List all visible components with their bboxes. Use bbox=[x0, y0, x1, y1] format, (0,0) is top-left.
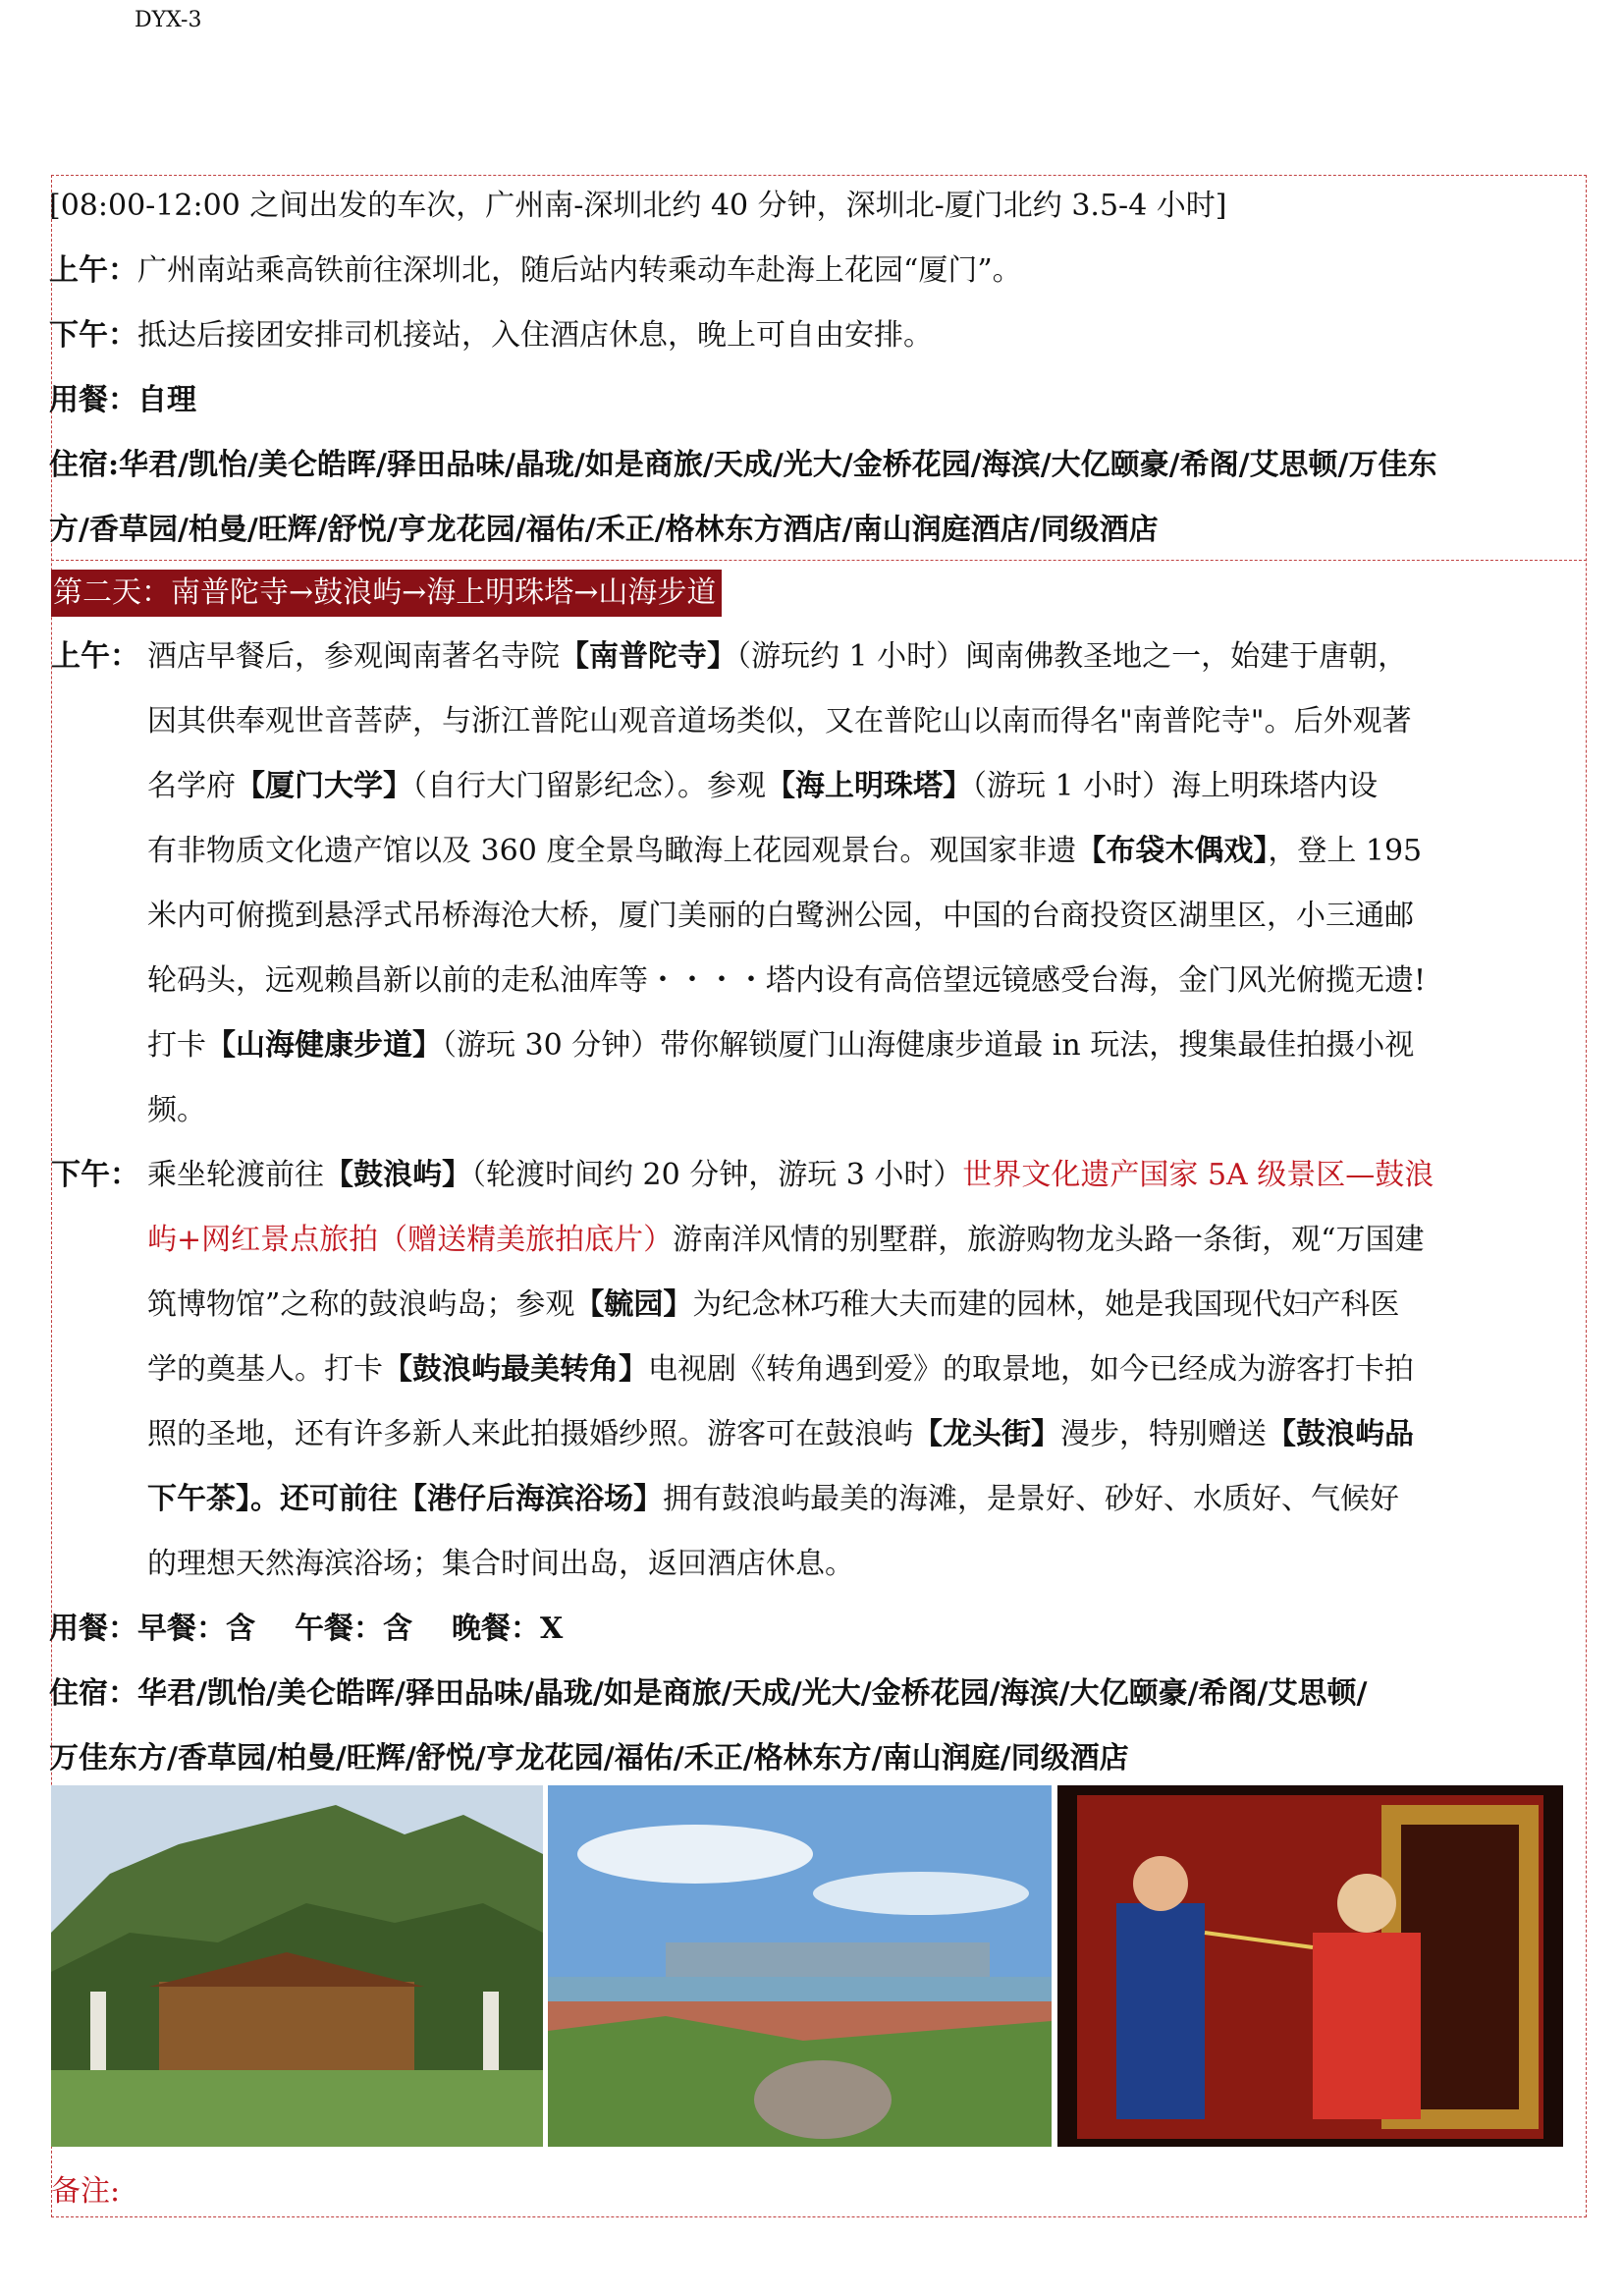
paragraph-line bbox=[147, 1078, 1581, 1143]
morning-description bbox=[147, 625, 1581, 1143]
paragraph-line bbox=[147, 949, 1581, 1013]
hotel-list: 华君/凯怡/美仑皓晖/驿田品味/晶珑/如是商旅/天成/光大/金桥花园/海滨/大亿颐豪/希阁/艾思顿/万佳东 bbox=[119, 448, 1437, 482]
text-segment: 筑博物馆”之称的鼓浪屿岛；参观 bbox=[147, 1287, 575, 1322]
hotel-list: 华君/凯怡/美仑皓晖/驿田品味/晶珑/如是商旅/天成/光大/金桥花园/海滨/大亿颐豪/希阁/艾思顿/ bbox=[137, 1676, 1368, 1711]
paragraph-line bbox=[147, 625, 1581, 689]
text-segment: 学的奠基人。打卡 bbox=[147, 1352, 383, 1387]
paragraph-line bbox=[147, 1402, 1581, 1467]
text-segment: 【海上明珠塔】 bbox=[766, 769, 972, 803]
paragraph-line bbox=[147, 1467, 1581, 1532]
hotel-label: 住宿： bbox=[49, 1676, 137, 1711]
paragraph-line bbox=[147, 1273, 1581, 1338]
text-segment: 【鼓浪屿最美转角】 bbox=[383, 1352, 648, 1387]
afternoon-description bbox=[147, 1143, 1581, 1597]
text-segment: 下午茶】。 bbox=[147, 1482, 280, 1516]
meal-lunch: 午餐：含 bbox=[295, 1612, 412, 1646]
day1-hotel-line1 bbox=[49, 433, 1581, 498]
text-segment: （游玩 30 分钟）带你解锁厦门山海健康步道最 in 玩法，搜集最佳拍摄小视 bbox=[442, 1028, 1415, 1063]
day2-hotel-line2: 万佳东方/香草园/柏曼/旺辉/舒悦/亨龙花园/福佑/禾正/格林东方/南山润庭/同级酒店 bbox=[49, 1741, 1129, 1776]
text-segment: 漫步，特别赠送 bbox=[1060, 1417, 1267, 1451]
text-segment: 【山海健康步道】 bbox=[206, 1028, 442, 1063]
remark-label: 备注: bbox=[51, 2174, 121, 2209]
meal-breakfast: 早餐：含 bbox=[137, 1612, 255, 1646]
meal-text: 自理 bbox=[137, 383, 196, 417]
paragraph-line bbox=[147, 1013, 1581, 1078]
day1-morning bbox=[49, 239, 1581, 303]
text-segment: 名学府 bbox=[147, 769, 236, 803]
day1-meals bbox=[49, 368, 1581, 433]
day1-afternoon bbox=[49, 303, 1581, 368]
paragraph-line bbox=[147, 1143, 1581, 1208]
text-segment: 电视剧《转角遇到爱》的取景地，如今已经成为游客打卡拍 bbox=[648, 1352, 1414, 1387]
train-schedule-note: [08:00-12:00 之间出发的车次，广州南-深圳北约 40 分钟，深圳北-厦门北约 3.5-4 小时] bbox=[49, 189, 1227, 223]
text-segment: （游玩 1 小时）海上明珠塔内设 bbox=[972, 769, 1379, 803]
meal-label: 用餐： bbox=[49, 383, 137, 417]
day2-hotel-line1 bbox=[49, 1662, 1581, 1726]
text-segment: 【鼓浪屿】 bbox=[324, 1158, 471, 1192]
text-segment: 乘坐轮渡前往 bbox=[147, 1158, 324, 1192]
text-segment: 酒店早餐后，参观闽南著名寺院 bbox=[147, 639, 560, 674]
day2-meals bbox=[49, 1597, 1581, 1662]
text-segment: 【南普陀寺】 bbox=[560, 639, 736, 674]
document-code: DYX-3 bbox=[135, 8, 202, 32]
afternoon-label: 下午： bbox=[51, 1158, 139, 1192]
text-segment: 米内可俯揽到悬浮式吊桥海沧大桥，厦门美丽的白鹭洲公园，中国的台商投资区湖里区，小三通邮 bbox=[147, 899, 1414, 933]
puppet-show-photo bbox=[1057, 1785, 1563, 2147]
text-segment: 【厦门大学】 bbox=[236, 769, 412, 803]
text-segment: 的理想天然海滨浴场；集合时间出岛，返回酒店休息。 bbox=[147, 1547, 854, 1581]
paragraph-line bbox=[147, 689, 1581, 754]
day1-hotel-line2: 方/香草园/柏曼/旺辉/舒悦/亨龙花园/福佑/禾正/格林东方酒店/南山润庭酒店/同级酒店 bbox=[49, 513, 1159, 547]
text-segment: 打卡 bbox=[147, 1028, 206, 1063]
text-segment: ，登上 195 bbox=[1268, 834, 1423, 868]
paragraph-line bbox=[147, 819, 1581, 884]
afternoon-label: 下午： bbox=[49, 318, 137, 353]
text-segment: 拥有鼓浪屿最美的海滩，是景好、砂好、水质好、气候好 bbox=[663, 1482, 1399, 1516]
text-segment: 照的圣地，还有许多新人来此拍摄婚纱照。游客可在鼓浪屿 bbox=[147, 1417, 913, 1451]
text-segment: 有非物质文化遗产馆以及 360 度全景鸟瞰海上花园观景台。观国家非遗 bbox=[147, 834, 1077, 868]
paragraph-line bbox=[147, 1208, 1581, 1273]
meal-label: 用餐： bbox=[49, 1612, 137, 1646]
temple-photo bbox=[51, 1785, 543, 2147]
meal-dinner: 晚餐：X bbox=[452, 1612, 564, 1646]
text-segment: 【毓园】 bbox=[574, 1287, 693, 1322]
text-segment: 世界文化遗产国家 5A 级景区—鼓浪 bbox=[962, 1158, 1434, 1192]
paragraph-line bbox=[147, 1338, 1581, 1402]
text-segment: 游南洋风情的别墅群，旅游购物龙头路一条街，观“万国建 bbox=[673, 1223, 1425, 1257]
text-segment: （游玩约 1 小时）闽南佛教圣地之一，始建于唐朝， bbox=[736, 639, 1408, 674]
text-segment: 【龙头街】 bbox=[913, 1417, 1060, 1451]
text-segment: 【布袋木偶戏】 bbox=[1076, 834, 1269, 868]
text-segment: （轮渡时间约 20 分钟，游玩 3 小时） bbox=[471, 1158, 963, 1192]
text-segment: 还可前往 bbox=[280, 1482, 398, 1516]
text-segment: 【鼓浪屿品 bbox=[1267, 1417, 1414, 1451]
text-segment: 【港仔后海滨浴场】 bbox=[398, 1482, 663, 1516]
text-segment: 轮码头，远观赖昌新以前的走私油库等・・・・塔内设有高倍望远镜感受台海，金门风光俯揽无遗! bbox=[147, 963, 1427, 998]
text-segment: 因其供奉观世音菩萨，与浙江普陀山观音道场类似，又在普陀山以南而得名"南普陀寺"。后外观著 bbox=[147, 704, 1412, 738]
morning-text: 广州南站乘高铁前往深圳北，随后站内转乘动车赴海上花园“厦门”。 bbox=[137, 253, 1022, 288]
paragraph-line bbox=[147, 884, 1581, 949]
text-segment: 为纪念林巧稚大夫而建的园林，她是我国现代妇产科医 bbox=[692, 1287, 1400, 1322]
morning-label: 上午： bbox=[49, 253, 137, 288]
morning-label: 上午： bbox=[51, 639, 139, 674]
text-segment: 屿+网红景点旅拍（赠送精美旅拍底片） bbox=[147, 1223, 674, 1257]
paragraph-line bbox=[147, 1532, 1581, 1597]
paragraph-line bbox=[147, 754, 1581, 819]
hotel-label: 住宿: bbox=[49, 448, 120, 482]
afternoon-text: 抵达后接团安排司机接站，入住酒店休息，晚上可自由安排。 bbox=[137, 318, 933, 353]
text-segment: 频。 bbox=[147, 1093, 206, 1127]
text-segment: （自行大门留影纪念）。参观 bbox=[412, 769, 766, 803]
day2-title: 第二天：南普陀寺→鼓浪屿→海上明珠塔→山海步道 bbox=[51, 570, 722, 617]
gulangyu-photo bbox=[548, 1785, 1052, 2147]
